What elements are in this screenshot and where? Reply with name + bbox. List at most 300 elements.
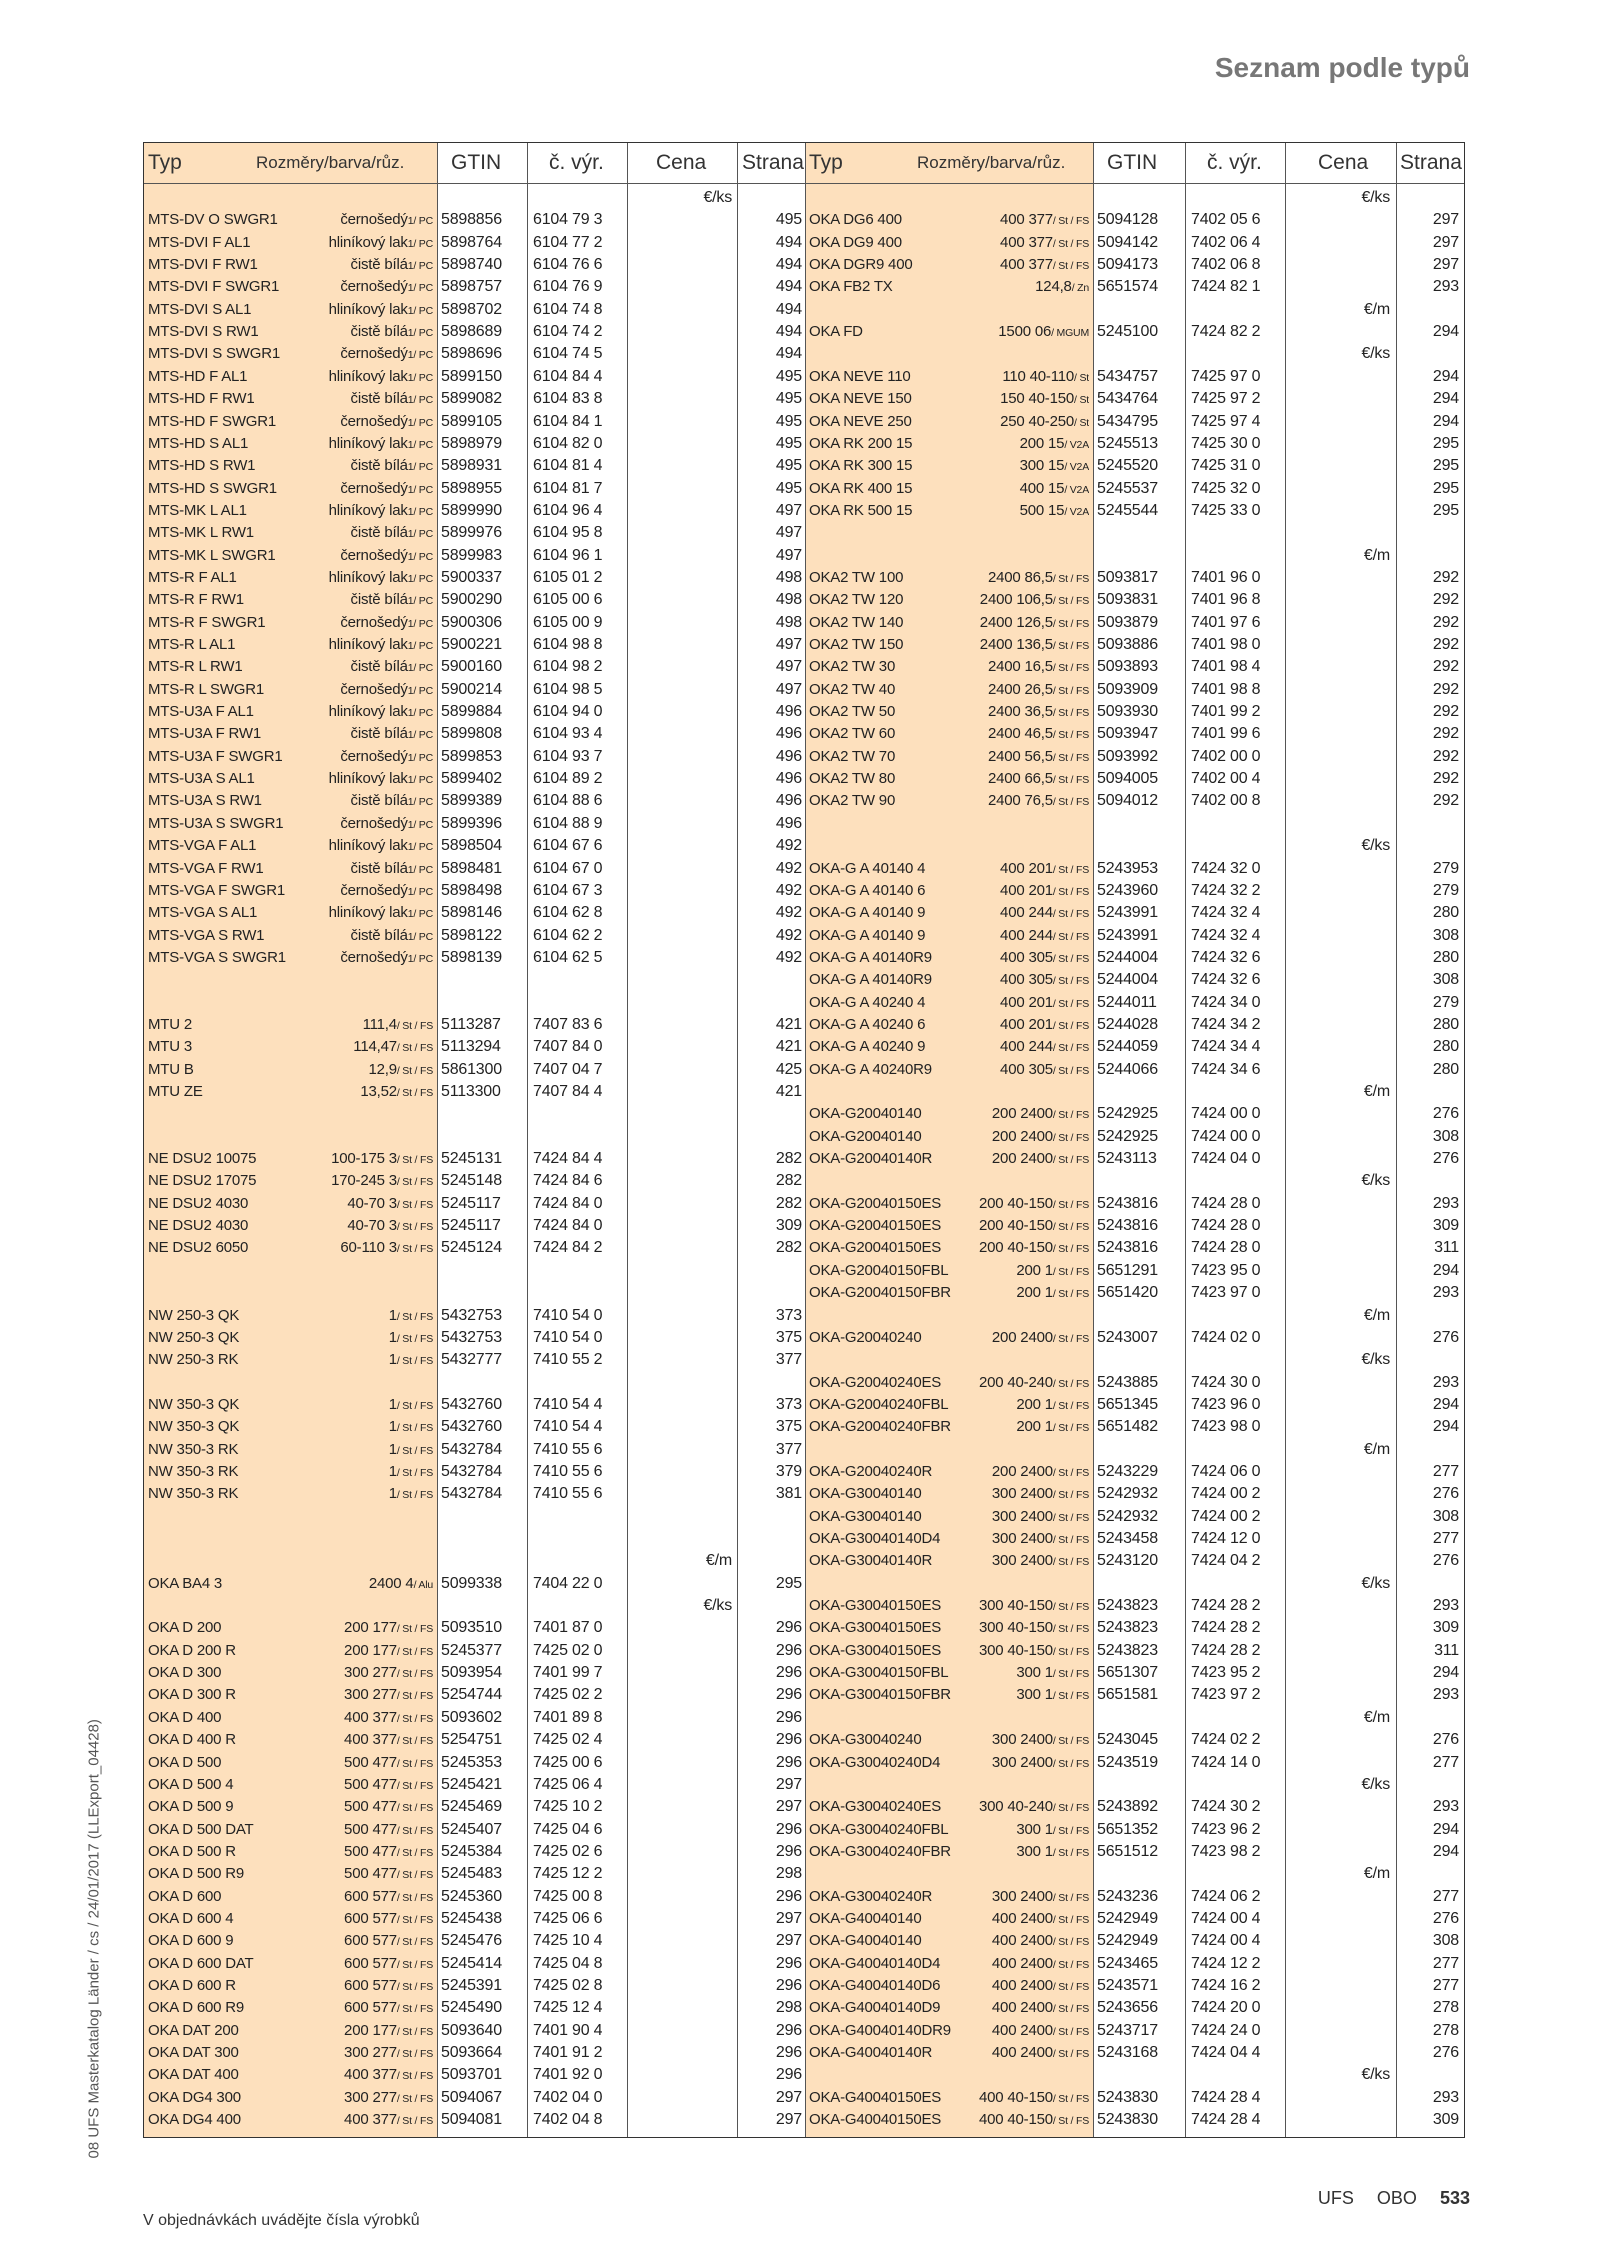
table-row <box>805 1282 1464 1304</box>
footer-brand <box>1318 2188 1470 2209</box>
cell-dimensions <box>144 1662 433 1685</box>
dimension-value: 2400 76,5 <box>987 792 1053 810</box>
unit-material: 1/ PC <box>407 885 433 898</box>
cell-page: 377 <box>775 1440 802 1458</box>
cell-price-unit: €/m <box>1363 1083 1390 1100</box>
dimension-value: 400 201 <box>1000 993 1053 1011</box>
cell-page: 297 <box>775 1909 802 1927</box>
unit-material: / St / FS <box>1052 1913 1089 1926</box>
dimension-value: čistě bílá <box>350 926 408 944</box>
table-row <box>805 880 1464 902</box>
cell-dimensions <box>144 790 433 813</box>
table-row <box>144 1640 806 1662</box>
cell-gtin: 5432784 <box>441 1485 502 1503</box>
cell-dimensions <box>805 388 1089 411</box>
cell-gtin: 5899976 <box>441 524 502 542</box>
cell-product-number: 7424 84 4 <box>533 1150 603 1168</box>
dimension-value: 400 2400 <box>991 1954 1053 1972</box>
dimension-value: černošedý <box>340 613 408 631</box>
dimension-value: 300 277 <box>344 2088 397 2106</box>
unit-material: 1/ PC <box>407 260 433 273</box>
cell-product-number: 7402 00 0 <box>1191 747 1261 765</box>
cell-gtin: 5899983 <box>441 546 502 564</box>
unit-material: / St / FS <box>396 1846 433 1859</box>
unit-material: / St / FS <box>396 1310 433 1323</box>
cell-price-unit: €/m <box>1363 1440 1390 1458</box>
table-row <box>805 1439 1464 1461</box>
unit-material: / St / FS <box>1052 1556 1089 1569</box>
cell-price-unit: €/m <box>1363 1306 1390 1324</box>
dimension-value: 1 <box>388 1306 397 1324</box>
cell-dimensions <box>144 1707 433 1730</box>
dimension-value: 300 2400 <box>991 1753 1053 1771</box>
dimension-value: 100-175 3 <box>331 1150 397 1168</box>
table-row <box>805 411 1464 433</box>
cell-page: 294 <box>1432 412 1459 430</box>
unit-material: / St / FS <box>396 1690 433 1703</box>
cell-type: MTS-VGA S SWGR1 <box>148 948 286 966</box>
table-row <box>805 1237 1464 1259</box>
unit-material: / St / FS <box>396 2092 433 2105</box>
cell-dimensions <box>144 545 433 568</box>
cell-gtin: 5899396 <box>441 814 502 832</box>
table-row <box>144 232 806 254</box>
cell-type: OKA-G30040150ES <box>809 1619 942 1637</box>
dimension-value: 200 40-150 <box>978 1194 1053 1212</box>
table-row <box>805 209 1464 231</box>
cell-dimensions <box>805 1997 1089 2020</box>
header-typ: Typ <box>809 151 843 174</box>
cell-price-unit: €/ks <box>1361 1172 1390 1190</box>
cell-page: 496 <box>775 792 802 810</box>
cell-type: OKA DG9 400 <box>809 233 902 251</box>
table-row <box>144 187 806 209</box>
cell-gtin: 5245148 <box>441 1172 502 1190</box>
table-row <box>144 1483 806 1505</box>
unit-material: 1/ PC <box>407 282 433 295</box>
cell-page: 497 <box>775 501 802 519</box>
cell-dimensions <box>805 992 1089 1015</box>
dimension-value: 2400 36,5 <box>987 703 1053 721</box>
cell-page: 308 <box>1432 1507 1459 1525</box>
cell-price-unit: €/ks <box>1361 1351 1390 1369</box>
unit-material: 1/ PC <box>407 863 433 876</box>
cell-page: 492 <box>775 881 802 899</box>
cell-gtin: 5093909 <box>1097 680 1158 698</box>
dimension-value: 600 577 <box>344 1909 397 1927</box>
cell-page: 495 <box>775 390 802 408</box>
cell-gtin: 5245544 <box>1097 501 1158 519</box>
cell-dimensions <box>805 1327 1089 1350</box>
cell-page: 296 <box>775 2044 802 2062</box>
cell-dimensions <box>805 1729 1089 1752</box>
cell-gtin: 5094012 <box>1097 792 1158 810</box>
table-row <box>144 1707 806 1729</box>
cell-dimensions <box>805 2087 1089 2110</box>
table-row <box>805 1394 1464 1416</box>
dimension-value: 300 1 <box>1016 1820 1053 1838</box>
cell-page: 293 <box>1432 1284 1459 1302</box>
unit-material: / St / FS <box>396 1399 433 1412</box>
cell-product-number: 7424 34 2 <box>1191 1015 1261 1033</box>
table-row <box>805 768 1464 790</box>
unit-material: / St / FS <box>1052 1623 1089 1636</box>
cell-product-number: 7401 90 4 <box>533 2021 603 2039</box>
cell-page: 276 <box>1432 2044 1459 2062</box>
cell-product-number: 7423 97 0 <box>1191 1284 1261 1302</box>
cell-type: OKA-G30040150FBR <box>809 1686 951 1704</box>
cell-gtin: 5093817 <box>1097 568 1158 586</box>
dimension-value: hliníkový lak <box>328 501 408 519</box>
page-number: 533 <box>1439 2188 1470 2208</box>
unit-material: / St / FS <box>1052 595 1089 608</box>
cell-type: OKA D 600 9 <box>148 1932 234 1950</box>
cell-page: 292 <box>1432 792 1459 810</box>
cell-product-number: 6104 88 9 <box>533 814 603 832</box>
dimension-value: 110 40-110 <box>1002 367 1075 385</box>
table-row <box>144 925 806 947</box>
cell-page: 498 <box>775 613 802 631</box>
dimension-value: černošedý <box>340 881 408 899</box>
cell-type: OKA D 500 <box>148 1753 222 1771</box>
dimension-value: 400 377 <box>1000 256 1053 274</box>
header-typ: Typ <box>148 151 182 174</box>
dimension-value: 2400 16,5 <box>987 658 1053 676</box>
cell-type: OKA D 200 <box>148 1619 222 1637</box>
dimension-value: 400 2400 <box>991 2044 1053 2062</box>
cell-type: OKA DG4 400 <box>148 2111 241 2129</box>
table-row <box>805 1796 1464 1818</box>
table-row <box>144 1953 806 1975</box>
table-row <box>144 612 806 634</box>
cell-type: MTU B <box>148 1060 194 1078</box>
cell-price-unit: €/m <box>1363 1865 1390 1883</box>
dimension-value: 200 177 <box>344 1619 397 1637</box>
cell-product-number: 7410 55 2 <box>533 1351 603 1369</box>
cell-dimensions <box>144 1305 433 1328</box>
cell-dimensions <box>805 1528 1089 1551</box>
cell-dimensions <box>805 1841 1089 1864</box>
table-row <box>144 343 806 365</box>
cell-type: MTS-HD S RW1 <box>148 457 256 475</box>
cell-gtin: 5432753 <box>441 1328 502 1346</box>
cell-dimensions <box>144 455 433 478</box>
cell-product-number: 7424 28 0 <box>1191 1217 1261 1235</box>
cell-gtin: 5898856 <box>441 211 502 229</box>
unit-material: / St / FS <box>396 1735 433 1748</box>
dimension-value: 1 <box>388 1485 397 1503</box>
cell-gtin: 5243120 <box>1097 1552 1158 1570</box>
cell-product-number: 7424 34 6 <box>1191 1060 1261 1078</box>
unit-material: / St / FS <box>396 1623 433 1636</box>
table-row <box>144 455 806 477</box>
unit-material: / St / FS <box>396 1712 433 1725</box>
cell-dimensions <box>805 1014 1089 1037</box>
unit-material: / St / FS <box>396 1824 433 1837</box>
unit-material: / St / FS <box>396 1668 433 1681</box>
cell-product-number: 6104 84 1 <box>533 412 603 430</box>
table-row <box>144 1193 806 1215</box>
cell-gtin: 5242932 <box>1097 1507 1158 1525</box>
cell-gtin: 5243007 <box>1097 1328 1158 1346</box>
cell-product-number: 7401 87 0 <box>533 1619 603 1637</box>
cell-type: MTS-MK L SWGR1 <box>148 546 276 564</box>
cell-product-number: 7424 00 0 <box>1191 1105 1261 1123</box>
dimension-value: 250 40-250 <box>1000 412 1075 430</box>
cell-gtin: 5651482 <box>1097 1418 1158 1436</box>
cell-type: OKA-G30040240D4 <box>809 1753 941 1771</box>
cell-dimensions <box>805 1684 1089 1707</box>
unit-material: / St / FS <box>1052 1936 1089 1949</box>
cell-product-number: 7425 02 6 <box>533 1842 603 1860</box>
table-row <box>144 299 806 321</box>
cell-type: OKA-G20040240FBL <box>809 1395 949 1413</box>
cell-gtin: 5898696 <box>441 345 502 363</box>
cell-type: MTS-R L AL1 <box>148 636 236 653</box>
cell-page: 298 <box>775 1999 802 2017</box>
cell-product-number: 7424 28 0 <box>1191 1194 1261 1212</box>
cell-type: MTS-R F RW1 <box>148 591 244 609</box>
cell-dimensions <box>144 2042 433 2065</box>
cell-product-number: 7425 33 0 <box>1191 501 1261 519</box>
cell-dimensions <box>144 1863 433 1886</box>
cell-dimensions <box>144 1349 433 1372</box>
unit-material: / St / FS <box>1052 1846 1089 1859</box>
dimension-value: 400 15 <box>1019 479 1065 497</box>
cell-dimensions <box>805 1148 1089 1171</box>
cell-type: NW 250-3 QK <box>148 1306 240 1324</box>
table-row <box>805 612 1464 634</box>
dimension-value: 300 2400 <box>991 1552 1053 1570</box>
cell-type: OKA-G20040240FBR <box>809 1418 951 1436</box>
table-row <box>144 1975 806 1997</box>
cell-dimensions <box>144 433 433 456</box>
table-row <box>805 187 1464 209</box>
table-row <box>144 1349 806 1371</box>
table-row <box>805 567 1464 589</box>
cell-product-number: 7401 96 0 <box>1191 568 1261 586</box>
cell-gtin: 5243823 <box>1097 1641 1158 1659</box>
cell-type: OKA2 TW 40 <box>809 680 896 698</box>
cell-page: 297 <box>775 2111 802 2129</box>
table-row <box>805 1170 1464 1192</box>
unit-material: / St / FS <box>1052 1422 1089 1435</box>
table-row <box>144 902 806 924</box>
dimension-value: 2400 126,5 <box>979 613 1053 631</box>
cell-product-number: 7407 84 4 <box>533 1083 603 1100</box>
cell-page: 297 <box>1432 233 1459 251</box>
dimension-value: čistě bílá <box>350 859 408 877</box>
dimension-value: čistě bílá <box>350 323 408 341</box>
dimension-value: 400 2400 <box>991 2021 1053 2039</box>
cell-gtin: 5900160 <box>441 658 502 676</box>
table-row <box>805 1372 1464 1394</box>
dimension-value: 500 477 <box>344 1842 397 1860</box>
dimension-value: 400 377 <box>344 1708 397 1726</box>
cell-page: 492 <box>775 859 802 877</box>
unit-material: / St / FS <box>1052 2092 1089 2105</box>
cell-dimensions <box>144 2064 433 2087</box>
table-right-half <box>805 142 1465 2138</box>
cell-type: OKA DG6 400 <box>809 211 902 229</box>
cell-type: MTS-U3A F SWGR1 <box>148 747 283 765</box>
cell-price-unit: €/m <box>705 1552 732 1570</box>
cell-type: NE DSU2 4030 <box>148 1217 249 1235</box>
cell-product-number: 7402 00 4 <box>1191 770 1261 788</box>
cell-page: 498 <box>775 568 802 586</box>
cell-product-number: 7407 83 6 <box>533 1015 603 1033</box>
cell-type: OKA-G30040140 <box>809 1507 922 1525</box>
cell-page: 292 <box>1432 591 1459 609</box>
cell-dimensions <box>805 1416 1089 1439</box>
cell-type: NE DSU2 6050 <box>148 1239 249 1257</box>
unit-material: / St / FS <box>1052 1489 1089 1502</box>
page-title: Seznam podle typů <box>1214 52 1470 83</box>
header-product-number: č. výr. <box>549 151 604 174</box>
dimension-value: 400 2400 <box>991 1999 1053 2017</box>
table-row <box>144 433 806 455</box>
dimension-value: hliníkový lak <box>328 233 408 251</box>
cell-type: OKA-G20040140 <box>809 1105 922 1123</box>
unit-material: / St <box>1074 394 1089 407</box>
dimension-value: 150 40-150 <box>1000 390 1075 408</box>
cell-dimensions <box>144 1237 433 1260</box>
cell-page: 373 <box>775 1395 802 1413</box>
table-row <box>144 835 806 857</box>
unit-material: / St / FS <box>1052 1332 1089 1345</box>
cell-product-number: 7423 98 2 <box>1191 1842 1261 1860</box>
cell-product-number: 7424 32 6 <box>1191 948 1261 966</box>
cell-gtin: 5245469 <box>441 1798 502 1816</box>
dimension-value: hliníkový lak <box>328 837 408 855</box>
cell-type: NW 250-3 RK <box>148 1351 239 1369</box>
dimension-value: 111,4 <box>362 1015 397 1033</box>
table-row <box>805 1014 1464 1036</box>
cell-gtin: 5243465 <box>1097 1954 1158 1972</box>
unit-material: / St / FS <box>1052 751 1089 764</box>
cell-dimensions <box>144 1059 433 1082</box>
cell-page: 293 <box>1432 1194 1459 1212</box>
dimension-value: čistě bílá <box>350 256 408 274</box>
dimension-value: hliníkový lak <box>328 300 408 318</box>
table-row <box>805 2109 1464 2131</box>
cell-dimensions <box>144 1729 433 1752</box>
table-row <box>805 343 1464 365</box>
cell-product-number: 7424 02 0 <box>1191 1328 1261 1346</box>
cell-gtin: 5094128 <box>1097 211 1158 229</box>
table-row <box>144 1886 806 1908</box>
cell-product-number: 7402 06 4 <box>1191 233 1261 251</box>
dimension-value: 200 2400 <box>991 1105 1053 1123</box>
cell-type: MTS-DVI F RW1 <box>148 256 258 274</box>
table-row <box>805 1930 1464 1952</box>
dimension-value: černošedý <box>340 680 408 698</box>
table-row <box>805 1327 1464 1349</box>
table-row <box>144 679 806 701</box>
dimension-value: 2400 136,5 <box>979 636 1053 653</box>
dimension-value: 1 <box>388 1351 397 1369</box>
cell-page: 296 <box>775 2066 802 2084</box>
cell-page: 292 <box>1432 568 1459 586</box>
cell-gtin: 5243816 <box>1097 1217 1158 1235</box>
cell-dimensions <box>805 1461 1089 1484</box>
cell-dimensions <box>805 1595 1089 1618</box>
table-row <box>805 1819 1464 1841</box>
unit-material: / St / FS <box>1052 640 1089 652</box>
cell-gtin: 5244059 <box>1097 1038 1158 1056</box>
cell-product-number: 6104 76 6 <box>533 256 603 274</box>
cell-gtin: 5900221 <box>441 636 502 653</box>
unit-material: 1/ PC <box>407 572 433 585</box>
table-row <box>805 947 1464 969</box>
cell-dimensions <box>805 1260 1089 1283</box>
cell-product-number: 7424 02 2 <box>1191 1731 1261 1749</box>
cell-dimensions <box>144 1752 433 1775</box>
cell-type: OKA-G A 40240R9 <box>809 1060 932 1078</box>
unit-material: / St / FS <box>1052 1265 1089 1278</box>
dimension-value: 200 40-240 <box>978 1373 1053 1391</box>
unit-material: / St / FS <box>396 1355 433 1368</box>
cell-dimensions <box>805 455 1089 478</box>
cell-gtin: 5245360 <box>441 1887 502 1905</box>
cell-type: OKA DAT 400 <box>148 2066 239 2084</box>
unit-material: / Zn <box>1071 282 1089 295</box>
cell-page: 292 <box>1432 680 1459 698</box>
cell-product-number: 7424 28 2 <box>1191 1641 1261 1659</box>
cell-page: 295 <box>1432 501 1459 519</box>
cell-page: 294 <box>1432 323 1459 341</box>
cell-type: OKA2 TW 120 <box>809 591 904 609</box>
unit-material: / St / FS <box>1052 1243 1089 1256</box>
cell-product-number: 7401 98 8 <box>1191 680 1261 698</box>
dimension-value: hliníkový lak <box>328 703 408 721</box>
cell-gtin: 5242949 <box>1097 1932 1158 1950</box>
cell-type: MTS-R L RW1 <box>148 658 243 676</box>
cell-product-number: 7425 30 0 <box>1191 434 1261 452</box>
table-row <box>805 1483 1464 1505</box>
cell-page: 282 <box>775 1150 802 1168</box>
unit-material: 1/ PC <box>407 617 433 630</box>
dimension-value: 40-70 3 <box>347 1194 397 1212</box>
cell-type: OKA-G40040140 <box>809 1932 922 1950</box>
dimension-value: 300 2400 <box>991 1530 1053 1547</box>
cell-type: OKA D 600 <box>148 1887 222 1905</box>
table-row <box>805 2042 1464 2064</box>
cell-dimensions <box>805 1930 1089 1953</box>
table-row <box>144 947 806 969</box>
cell-type: OKA DG4 300 <box>148 2088 241 2106</box>
cell-page: 292 <box>1432 703 1459 721</box>
cell-page: 495 <box>775 211 802 229</box>
unit-material: / V2A <box>1064 505 1089 518</box>
unit-material: / St / FS <box>1052 1221 1089 1234</box>
cell-dimensions <box>144 1908 433 1931</box>
cell-dimensions <box>144 411 433 434</box>
cell-type: NW 350-3 RK <box>148 1440 239 1458</box>
cell-page: 277 <box>1432 1954 1459 1972</box>
unit-material: / St / FS <box>396 2115 433 2128</box>
table-row <box>805 1059 1464 1081</box>
dimension-value: 300 277 <box>344 1664 397 1682</box>
cell-page: 294 <box>1432 367 1459 385</box>
table-row <box>805 1997 1464 2019</box>
dimension-value: 400 40-150 <box>978 2111 1053 2129</box>
cell-dimensions <box>805 411 1089 434</box>
cell-page: 292 <box>1432 613 1459 631</box>
cell-type: OKA2 TW 100 <box>809 568 904 586</box>
dimension-value: 400 305 <box>1000 948 1053 966</box>
cell-product-number: 7402 00 8 <box>1191 792 1261 810</box>
